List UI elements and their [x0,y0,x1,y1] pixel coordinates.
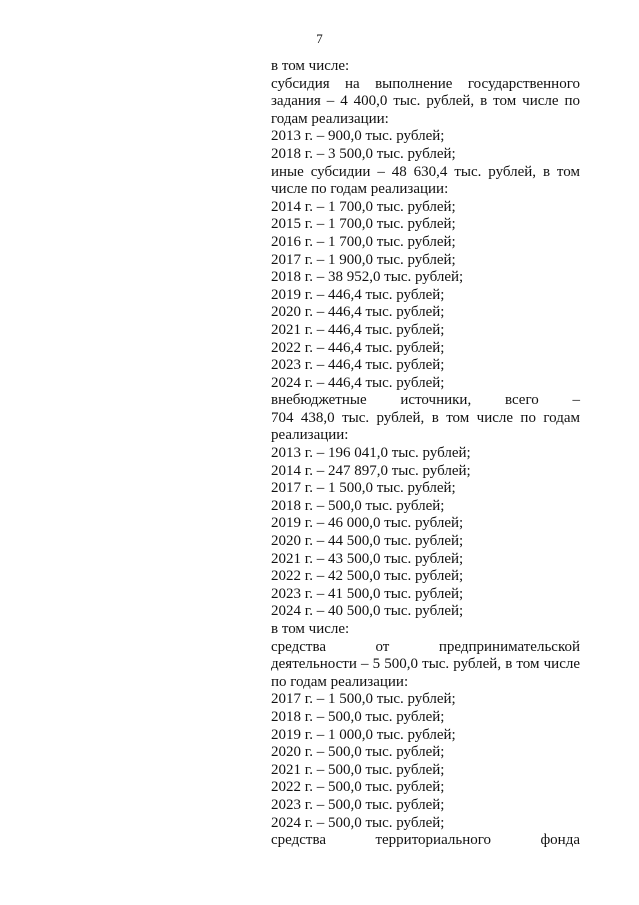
text-line: средства от предпринимательской [271,638,580,655]
text-line: иные субсидии – 48 630,4 тыс. рублей, в том [271,163,580,180]
text-line: 2018 г. – 3 500,0 тыс. рублей; [271,145,456,162]
text-line: 2020 г. – 44 500,0 тыс. рублей; [271,533,464,550]
text-line: субсидия на выполнение государственного [271,75,580,92]
text-line: 2023 г. – 446,4 тыс. рублей; [271,357,445,374]
text-line: 2018 г. – 500,0 тыс. рублей; [271,708,445,725]
text-line: числе по годам реализации: [271,181,449,198]
text-line: 2018 г. – 38 952,0 тыс. рублей; [271,269,464,286]
text-line: задания – 4 400,0 тыс. рублей, в том числе по [271,93,580,110]
text-line: деятельности – 5 500,0 тыс. рублей, в том числе [271,656,580,673]
text-line: 704 438,0 тыс. рублей, в том числе по годам [271,409,580,426]
text-line: годам реализации: [271,110,389,127]
text-line: в том числе: [271,621,350,637]
text-line: 2017 г. – 1 500,0 тыс. рублей; [271,691,456,708]
text-line: 2014 г. – 247 897,0 тыс. рублей; [271,462,471,479]
text-line: 2014 г. – 1 700,0 тыс. рублей; [271,198,456,215]
text-line: 2015 г. – 1 700,0 тыс. рублей; [271,216,456,233]
text-line: 2024 г. – 446,4 тыс. рублей; [271,374,445,391]
text-line: 2018 г. – 500,0 тыс. рублей; [271,497,445,514]
text-line: 2021 г. – 43 500,0 тыс. рублей; [271,550,464,567]
text-line: 2017 г. – 1 900,0 тыс. рублей; [271,251,456,268]
text-line: 2019 г. – 46 000,0 тыс. рублей; [271,515,464,532]
text-line: реализации: [271,427,349,444]
text-line: по годам реализации: [271,673,409,690]
text-line: 2019 г. – 446,4 тыс. рублей; [271,286,445,303]
text-line: 2021 г. – 446,4 тыс. рублей; [271,321,445,338]
text-line: 2022 г. – 500,0 тыс. рублей; [271,779,445,796]
text-line: в том числе: [271,58,350,74]
text-line: 2023 г. – 41 500,0 тыс. рублей; [271,585,464,602]
text-line: 2022 г. – 446,4 тыс. рублей; [271,339,445,356]
document-body [271,58,580,850]
text-line: 2024 г. – 40 500,0 тыс. рублей; [271,603,464,620]
text-line: 2024 г. – 500,0 тыс. рублей; [271,814,445,831]
text-line: 2023 г. – 500,0 тыс. рублей; [271,796,445,813]
text-line: 2016 г. – 1 700,0 тыс. рублей; [271,233,456,250]
text-line: 2020 г. – 500,0 тыс. рублей; [271,744,445,761]
text-line: 2020 г. – 446,4 тыс. рублей; [271,304,445,321]
text-line: 2013 г. – 900,0 тыс. рублей; [271,128,445,145]
text-line: 2021 г. – 500,0 тыс. рублей; [271,761,445,778]
text-line: 2019 г. – 1 000,0 тыс. рублей; [271,726,456,743]
page-number: 7 [316,31,323,46]
text-line: внебюджетные источники, всего – [271,392,580,409]
text-line: 2013 г. – 196 041,0 тыс. рублей; [271,445,471,462]
text-line: 2017 г. – 1 500,0 тыс. рублей; [271,480,456,497]
text-line: 2022 г. – 42 500,0 тыс. рублей; [271,568,464,585]
text-line: средства территориального фонда [271,832,580,849]
